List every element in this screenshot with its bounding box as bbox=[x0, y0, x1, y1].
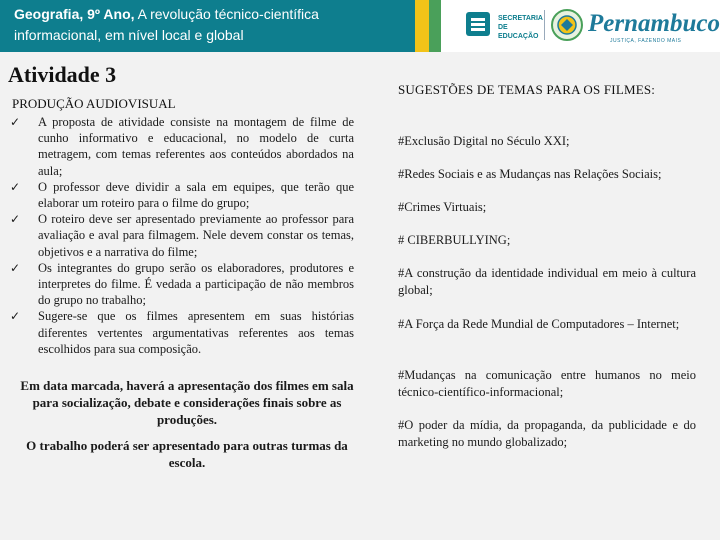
list-item bbox=[8, 260, 354, 309]
list-item-text: Os integrantes do grupo serão os elaboradores, produtores e interpretes do filme. É vedada a participação de não membros do grupo no trabalho; bbox=[38, 260, 354, 308]
list-item bbox=[8, 308, 354, 357]
list-item-text: A proposta de atividade consiste na montagem de filme de cunho informativo e educacional, no modelo de curta metragem, com temas referentes aos conteúdos abordados na aula; bbox=[38, 115, 354, 178]
header-subject-bold: Geografia, 9º Ano, bbox=[14, 6, 135, 22]
checkmark-icon: ✓ bbox=[10, 212, 21, 227]
section-title: PRODUÇÃO AUDIOVISUAL bbox=[12, 96, 176, 111]
government-logo bbox=[464, 6, 720, 46]
list-item bbox=[8, 179, 354, 211]
checkmark-icon: ✓ bbox=[10, 309, 21, 324]
secretaria-label: SECRETARIA DE EDUCAÇÃO bbox=[498, 15, 543, 40]
header-stripe-green bbox=[429, 0, 441, 52]
state-seal-icon bbox=[550, 8, 584, 42]
suggestion-item: #O poder da mídia, da propaganda, da publicidade e do marketing no mundo globalizado; bbox=[398, 418, 696, 449]
presentation-note: Em data marcada, haverá a apresentação dos filmes em sala para socialização, debate e considerações finais sobre as produções. bbox=[20, 378, 354, 427]
header-subject-rest: A revolução técnico-científica informacional, em nível local e global bbox=[14, 6, 319, 43]
instructions-list bbox=[8, 114, 354, 357]
logo-divider bbox=[544, 10, 545, 40]
header-stripe-yellow bbox=[415, 0, 429, 52]
list-item-text: O roteiro deve ser apresentado previamente ao professor para avaliação e aval para filmagem. Nele devem constar os temas, objetivos e a narrativa do filme; bbox=[38, 212, 354, 259]
checkmark-icon: ✓ bbox=[10, 179, 21, 194]
suggestions-title: SUGESTÕES DE TEMAS PARA OS FILMES: bbox=[398, 82, 656, 97]
suggestion-item: #Crimes Virtuais; bbox=[398, 200, 487, 214]
other-classes-note: O trabalho poderá ser apresentado para outras turmas da escola. bbox=[26, 438, 348, 470]
state-tagline: JUSTIÇA, FAZENDO MAIS bbox=[610, 38, 682, 44]
header-banner bbox=[0, 0, 720, 52]
suggestion-item: #Redes Sociais e as Mudanças nas Relações Sociais; bbox=[398, 167, 662, 181]
suggestion-item: #A Força da Rede Mundial de Computadores – Internet; bbox=[398, 317, 680, 331]
suggestion-item: #Mudanças na comunicação entre humanos no meio técnico-científico-informacional; bbox=[398, 368, 696, 399]
suggestion-item: #A construção da identidade individual em meio à cultura global; bbox=[398, 266, 696, 297]
suggestion-item: #Exclusão Digital no Século XXI; bbox=[398, 134, 570, 148]
header-subject bbox=[14, 4, 409, 46]
list-item bbox=[8, 211, 354, 260]
secretaria-icon bbox=[464, 10, 492, 38]
suggestion-item: # CIBERBULLYING; bbox=[398, 233, 511, 247]
checkmark-icon: ✓ bbox=[10, 115, 21, 129]
list-item-text: Sugere-se que os filmes apresentem em suas histórias diferentes vertentes argumentativas referentes aos temas escolhidos para sua composição. bbox=[38, 309, 354, 356]
state-name: Pernambuco bbox=[588, 10, 720, 37]
checkmark-icon: ✓ bbox=[10, 260, 21, 275]
list-item bbox=[8, 114, 354, 179]
list-item-text: O professor deve dividir a sala em equipes, que terão que elaborar um roteiro para o filme do grupo; bbox=[38, 179, 354, 211]
activity-title: Atividade 3 bbox=[8, 62, 117, 87]
